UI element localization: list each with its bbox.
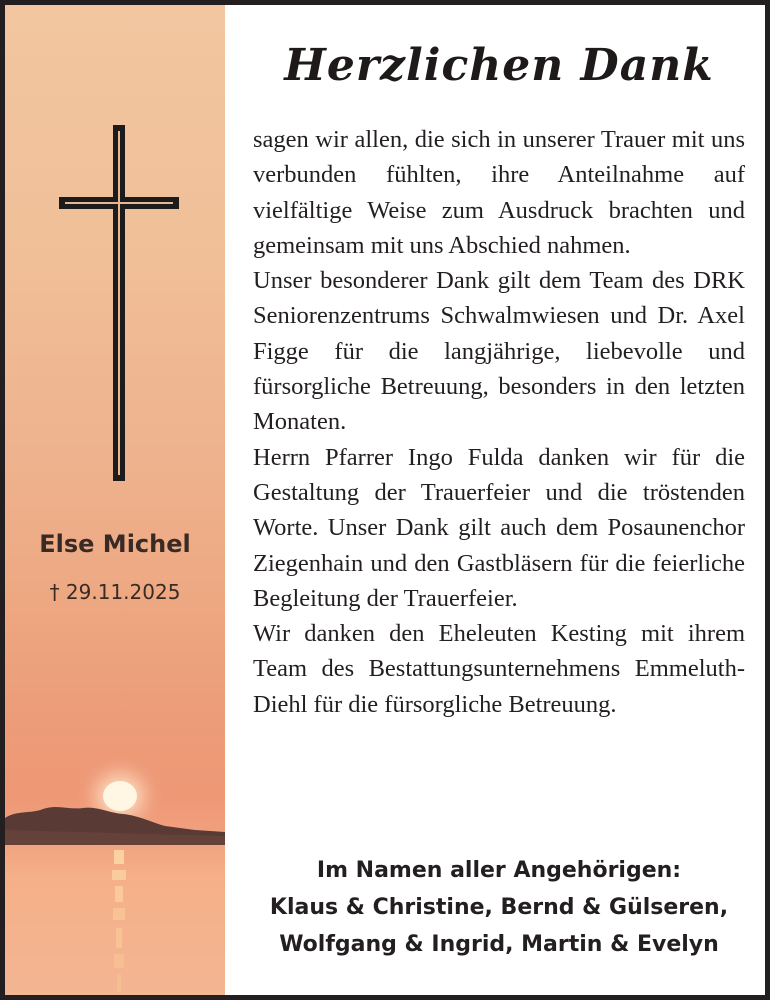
signature-names-line2: Wolfgang & Ingrid, Martin & Evelyn <box>279 932 719 957</box>
death-date: † 29.11.2025 <box>49 580 181 604</box>
page-title: Herzlichen Dank <box>284 40 714 91</box>
paragraph-thanks-all: sagen wir allen, die sich in unserer Trauer mit uns verbunden fühlten, ihre Anteilnahme auf vielfältige Weise zum Ausdruck brachten und gemeinsam mit uns Abschied nahmen. <box>253 126 745 259</box>
island-silhouette <box>5 800 225 845</box>
signature-intro: Im Namen aller Angehörigen: <box>316 858 682 883</box>
sun-reflection <box>106 850 132 995</box>
sunset-sidebar <box>5 5 225 995</box>
cross-icon <box>59 125 179 481</box>
signature-names-line1: Klaus & Christine, Bernd & Gülseren, <box>269 895 729 920</box>
paragraph-thanks-funeral-home: Wir danken den Eheleuten Kesting mit ihrem Team des Bestattungsunternehmens Emmeluth-Diehl für die fürsorgliche Betreuung. <box>253 620 745 718</box>
deceased-name: Else Michel <box>39 530 191 558</box>
paragraph-thanks-care: Unser besonderer Dank gilt dem Team des DRK Seniorenzentrums Schwalmwiesen und Dr. Axel Figge für die langjährige, liebevolle und fürsorgliche Betreuung, besonders in den letzten Monaten. <box>253 267 745 436</box>
message-body <box>253 122 745 722</box>
deceased-block <box>5 530 225 604</box>
paragraph-thanks-ceremony: Herrn Pfarrer Ingo Fulda danken wir für die Gestaltung der Trauerfeier und die tröstenden Worte. Unser Dank gilt auch dem Posaunenchor Ziegenhain und den Gastbläsern für die feierliche Begleitung der Trauerfeier. <box>253 443 745 612</box>
signature-block <box>228 852 770 963</box>
